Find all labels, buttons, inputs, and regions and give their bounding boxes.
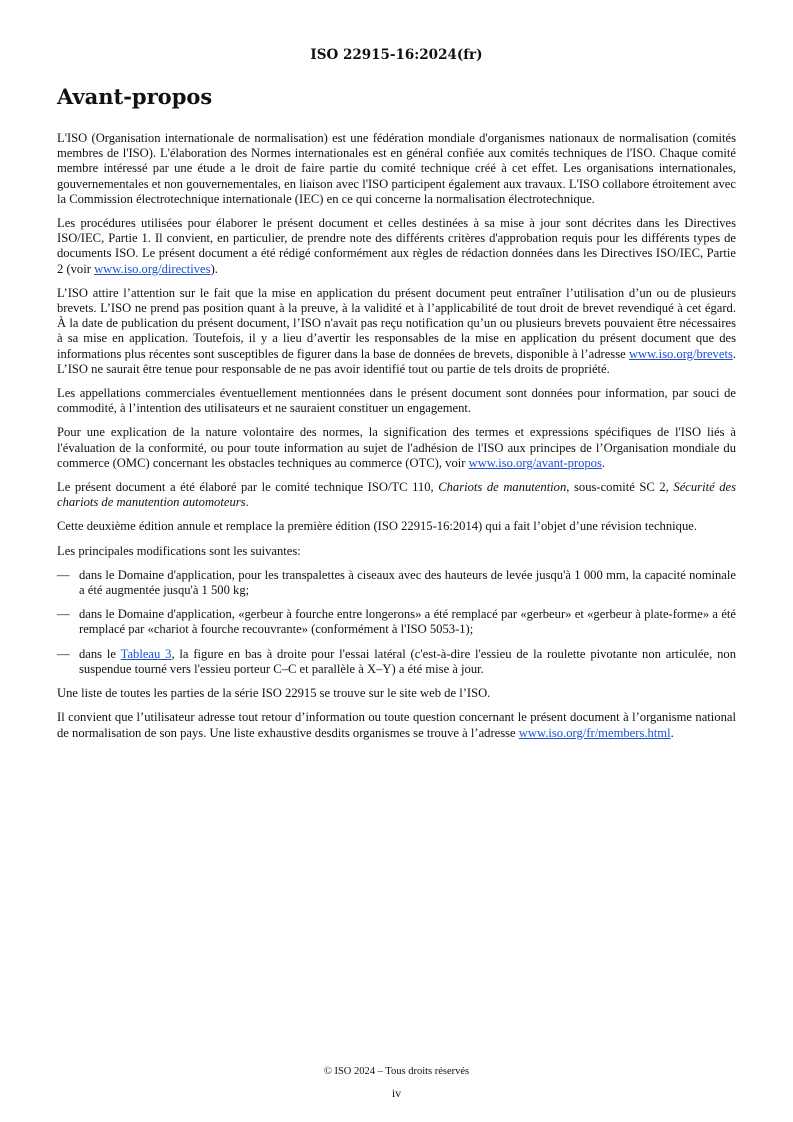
table-3-link[interactable]: Tableau 3 — [120, 646, 172, 661]
list-item: — dans le Domaine d'application, pour les transpalettes à ciseaux avec des hauteurs de levée jusqu'à 1 000 mm, la capacité nominale a été augmentée jusqu'à 1 500 kg; — [57, 567, 736, 598]
paragraph-series-list: Une liste de toutes les parties de la série ISO 22915 se trouve sur le site web de l’ISO. — [57, 686, 491, 701]
document-id-header: ISO 22915-16:2024(fr) — [310, 47, 483, 63]
paragraph-committee: Le présent document a été élaboré par le comité technique ISO/TC 110, Chariots de manutention, sous-comité SC 2, Sécurité des chariots de manutention automoteurs. — [57, 480, 737, 510]
paragraph-trade-names: Les appellations commerciales éventuellement mentionnées dans le présent document sont données pour information, par souci de commodité, à l’intention des utilisateurs et ne sauraient constituer un engagement. — [57, 386, 736, 416]
page-number: iv — [391, 1086, 402, 1100]
paragraph-patents: L’ISO attire l’attention sur le fait que la mise en application du présent document peut entraîner l’utilisation d’un ou de plusieurs brevets. L’ISO ne prend pas position quant à la preuve, à la validité et à l’applicabilité de tout droit de brevet revendiqué à cet égard. À la date de publication du présent document, l’ISO n'avait pas reçu notification qu’un ou plusieurs brevets pouvaient être nécessaires à sa mise en application. Toutefois, il y a lieu d’avertir les responsables de la mise en application du présent document que des informations plus récentes sont susceptibles de figurer dans la base de données de brevets, disponible à l’adresse www.iso.org/brevets. L’ISO ne saurait être tenue pour responsable de ne pas avoir identifié tout ou partie de tels droits de propriété. — [57, 285, 736, 376]
paragraph-edition: Cette deuxième édition annule et remplace la première édition (ISO 22915-16:2014) qui a fait l’objet d’une révision technique. — [57, 519, 697, 534]
list-item: — dans le Domaine d'application, «gerbeur à fourche entre longerons» a été remplacé par «gerbeur» et «gerbeur à plate-forme» a été remplacé par «chariot à fourche recouvrante» (conformément à l'ISO 5053-1); — [57, 607, 736, 637]
paragraph-voluntary-nature: Pour une explication de la nature volontaire des normes, la signification des termes et expressions spécifiques de l'ISO liés à l'évaluation de la conformité, ou pour toute information au sujet de l'adhésion de l'ISO aux principes de l’Organisation mondiale du commerce (OMC) concernant les obstacles techniques au commerce (OTC), voir www.iso.org/avant-propos. — [57, 425, 736, 470]
changes-list — [57, 568, 736, 677]
paragraph-feedback: Il convient que l’utilisateur adresse tout retour d’information ou toute question concernant le présent document à l’organisme national de normalisation de son pays. Une liste exhaustive desdits organismes se trouve à l’adresse www.iso.org/fr/members.html. — [57, 710, 736, 740]
members-link[interactable]: www.iso.org/fr/members.html — [518, 725, 671, 740]
document-body — [57, 84, 736, 750]
paragraph-procedures: Les procédures utilisées pour élaborer le présent document et celles destinées à sa mise à jour sont décrites dans les Directives ISO/IEC, Partie 1. Il convient, en particulier, de prendre note des différents critères d'approbation requis pour les différents types de documents ISO. Le présent document a été rédigé conformément aux règles de rédaction données dans les Directives ISO/IEC, Partie 2 (voir www.iso.org/directives). — [57, 216, 736, 276]
page-title: Avant-propos — [57, 84, 213, 109]
patents-link[interactable]: www.iso.org/brevets — [628, 346, 733, 361]
paragraph-iso-intro: L'ISO (Organisation internationale de normalisation) est une fédération mondiale d'organismes nationaux de normalisation (comités membres de l'ISO). L'élaboration des Normes internationales est en général confiée aux comités techniques de l'ISO. Chaque comité membre intéressé par une étude a le droit de faire partie du comité technique créé à cet effet. Les organisations internationales, gouvernementales et non gouvernementales, en liaison avec l'ISO participent également aux travaux. L'ISO collabore étroitement avec la Commission électrotechnique internationale (IEC) en ce qui concerne la normalisation électrotechnique. — [57, 131, 736, 206]
paragraph-changes-intro: Les principales modifications sont les suivantes: — [57, 543, 301, 558]
list-item: — dans le Tableau 3, la figure en bas à droite pour l'essai latéral (c'est-à-dire l'essieu de la roulette pivotante non articulée, non suspendue tourné vers l'essieu porteur C–C et parallèle à X–Y) a été mise à jour. — [57, 646, 736, 676]
foreword-link[interactable]: www.iso.org/avant-propos — [468, 455, 602, 470]
directives-link[interactable]: www.iso.org/directives — [94, 261, 211, 276]
copyright-footer: © ISO 2024 – Tous droits réservés — [323, 1066, 470, 1077]
